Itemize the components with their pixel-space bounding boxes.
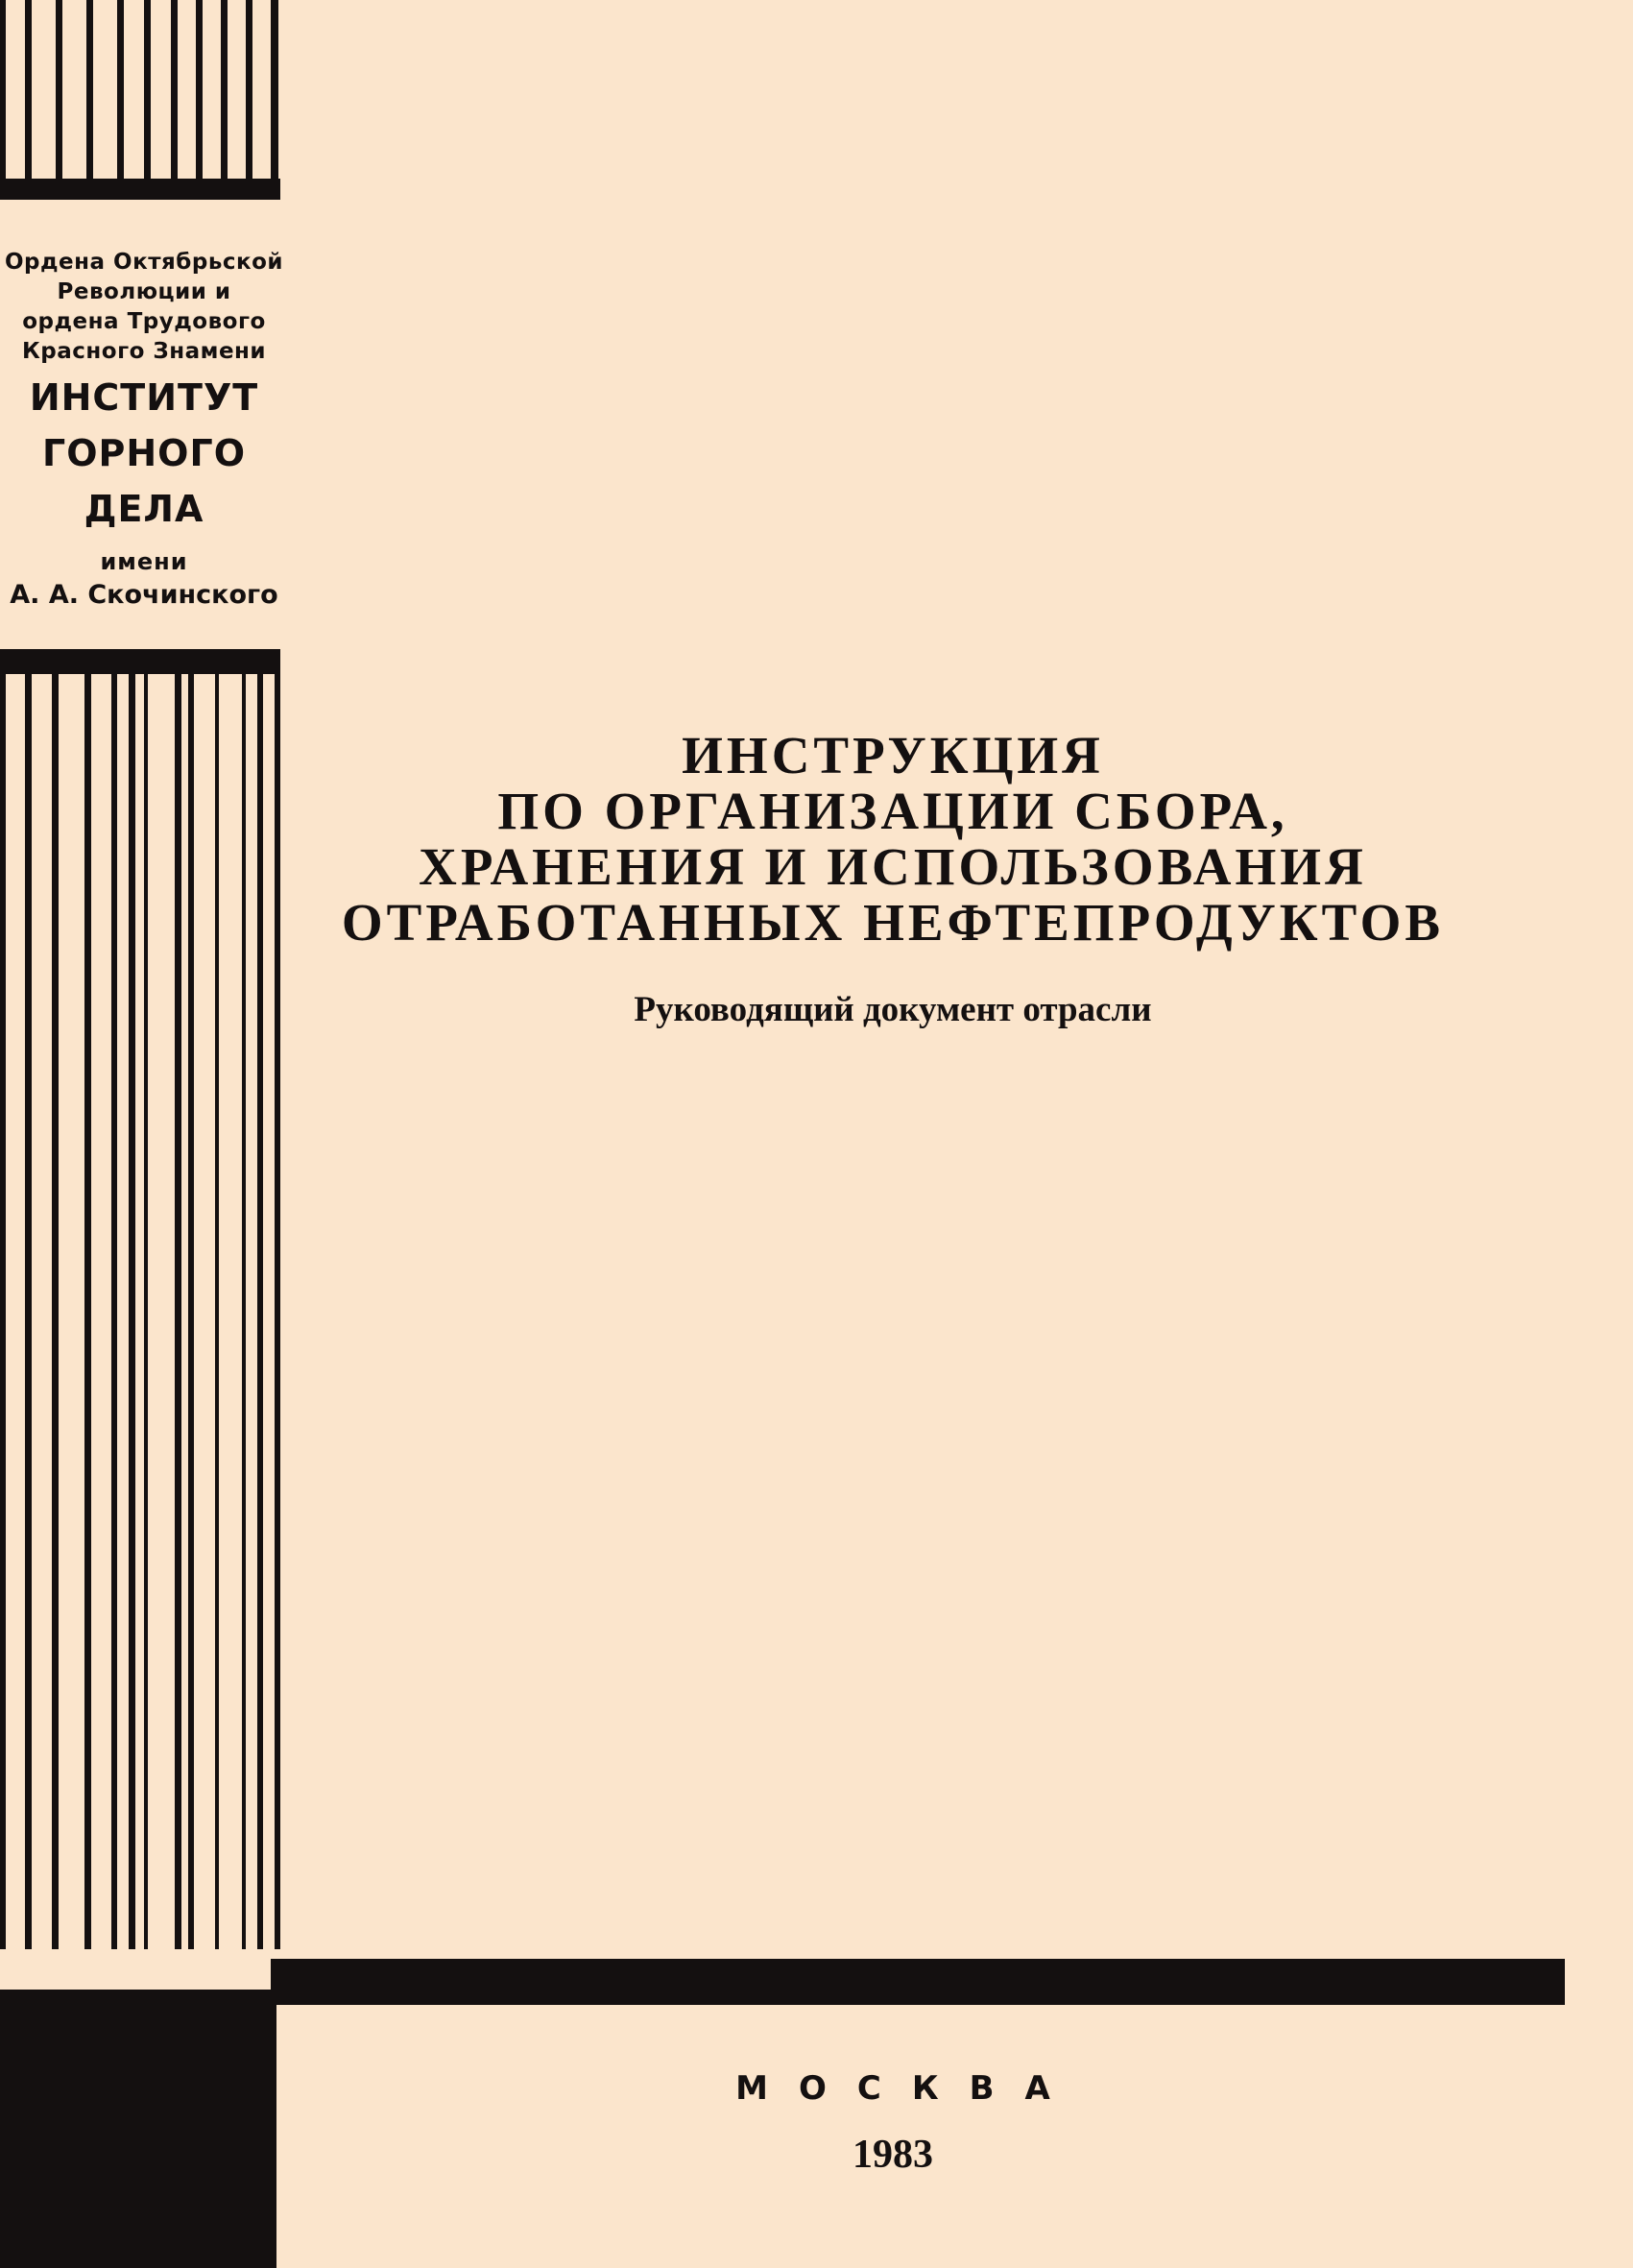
institute-order-line: Ордена Октябрьской [4, 250, 284, 275]
long-stripes [0, 672, 280, 1949]
subtitle: Руководящий документ отрасли [634, 990, 1152, 1029]
title-line: ПО ОРГАНИЗАЦИИ СБОРА, [497, 782, 1288, 840]
institute-order-line: Революции и [57, 279, 231, 304]
publication-city: МОСКВА [735, 2069, 1081, 2108]
middle-band [0, 649, 280, 674]
institute-order-line: ордена Трудового [22, 309, 266, 334]
top-stripes [0, 0, 280, 182]
institute-imeni: имени [100, 548, 188, 575]
institute-block [0, 248, 288, 613]
institute-name-line: ДЕЛА [84, 488, 204, 530]
title-line: ИНСТРУКЦИЯ [682, 726, 1104, 784]
institute-person: А. А. Скочинского [10, 580, 278, 610]
title-line: ОТРАБОТАННЫХ НЕФТЕПРОДУКТОВ [341, 893, 1445, 952]
institute-name-line: ИНСТИТУТ [29, 376, 259, 419]
bottom-block [0, 1990, 276, 2268]
top-band [0, 179, 280, 200]
institute-order-line: Красного Знамени [21, 339, 267, 364]
title-line: ХРАНЕНИЯ И ИСПОЛЬЗОВАНИЯ [419, 837, 1367, 896]
publication-year: 1983 [853, 2133, 933, 2177]
title-block [317, 728, 1469, 1030]
institute-name-line: ГОРНОГО [42, 432, 246, 474]
bottom-rule [271, 1959, 1565, 2005]
